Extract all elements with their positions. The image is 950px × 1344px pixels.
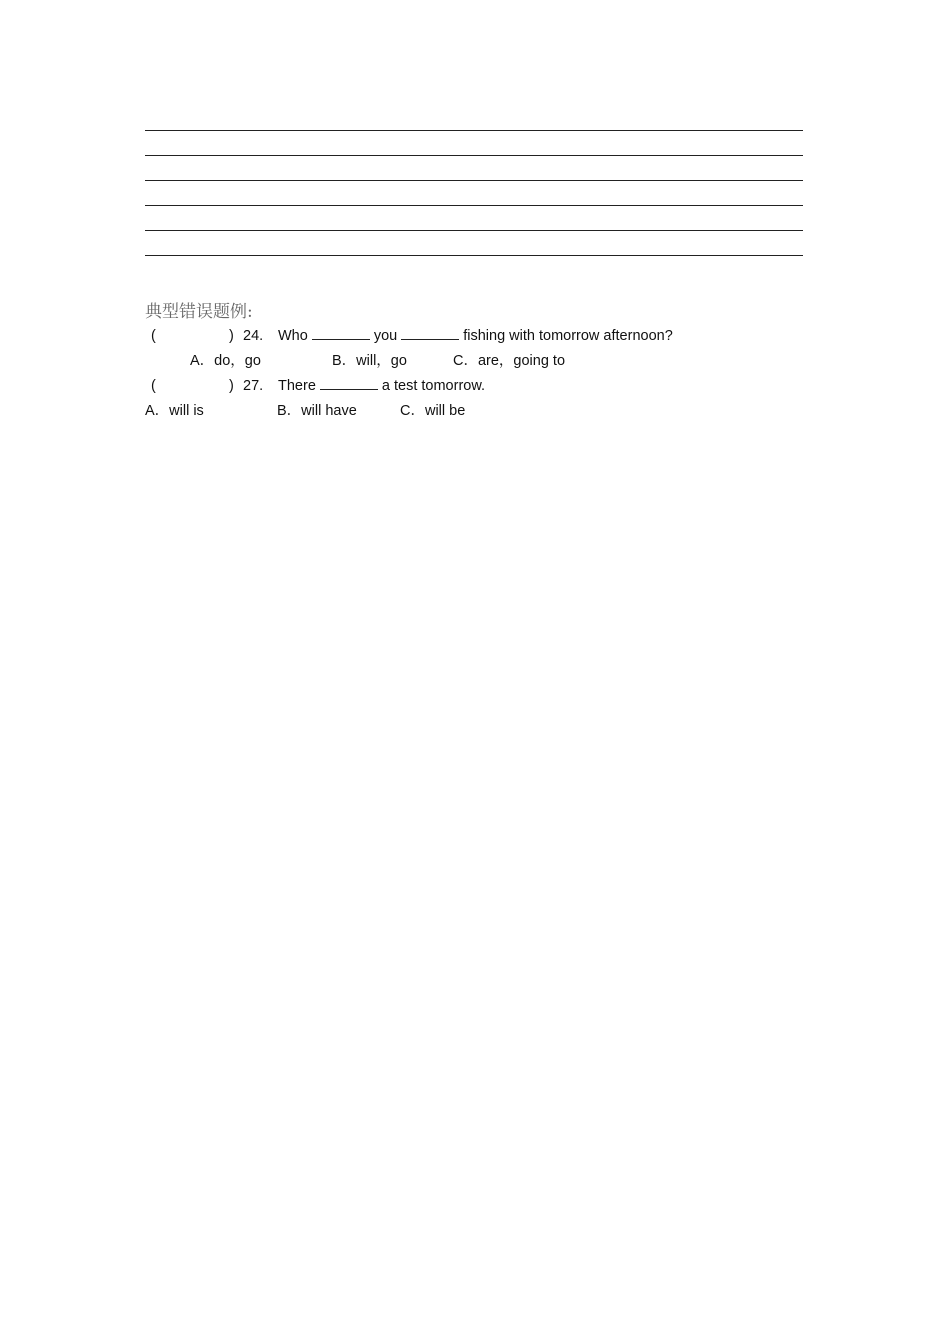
answer-paren-open: ( xyxy=(151,378,156,394)
question-24-options xyxy=(145,349,803,374)
answer-paren-close: ) xyxy=(229,328,234,344)
option-b: B．will，go xyxy=(332,353,407,369)
question-number: 27. xyxy=(243,378,264,394)
answer-paren-open: ( xyxy=(151,328,156,344)
question-27-options xyxy=(145,399,803,424)
question-text-part: There xyxy=(278,378,316,394)
answer-line xyxy=(145,230,803,231)
question-text-part: fishing with tomorrow afternoon? xyxy=(463,328,673,344)
option-a: A．do，go xyxy=(190,353,261,369)
answer-line xyxy=(145,155,803,156)
question-text xyxy=(278,374,485,399)
question-text-part: a test tomorrow. xyxy=(381,378,486,394)
blank xyxy=(312,325,370,340)
option-a: A．will is xyxy=(145,403,204,419)
answer-line xyxy=(145,130,803,131)
option-c: C．will be xyxy=(400,403,466,419)
option-b: B．will have xyxy=(277,403,357,419)
answer-line xyxy=(145,180,803,181)
section-title: 典型错误题例: xyxy=(145,302,253,322)
question-number: 24. xyxy=(243,328,264,344)
question-text-part: Who xyxy=(278,328,308,344)
blank xyxy=(320,375,378,390)
answer-line xyxy=(145,205,803,206)
question-24 xyxy=(145,324,803,349)
answer-paren-close: ) xyxy=(229,378,234,394)
option-c: C．are，going to xyxy=(453,353,566,369)
question-27 xyxy=(145,374,803,399)
error-examples-section xyxy=(145,300,803,424)
answer-lines xyxy=(145,130,803,280)
question-text-part: you xyxy=(373,328,398,344)
blank xyxy=(401,325,459,340)
answer-line xyxy=(145,255,803,256)
question-text xyxy=(278,324,673,349)
